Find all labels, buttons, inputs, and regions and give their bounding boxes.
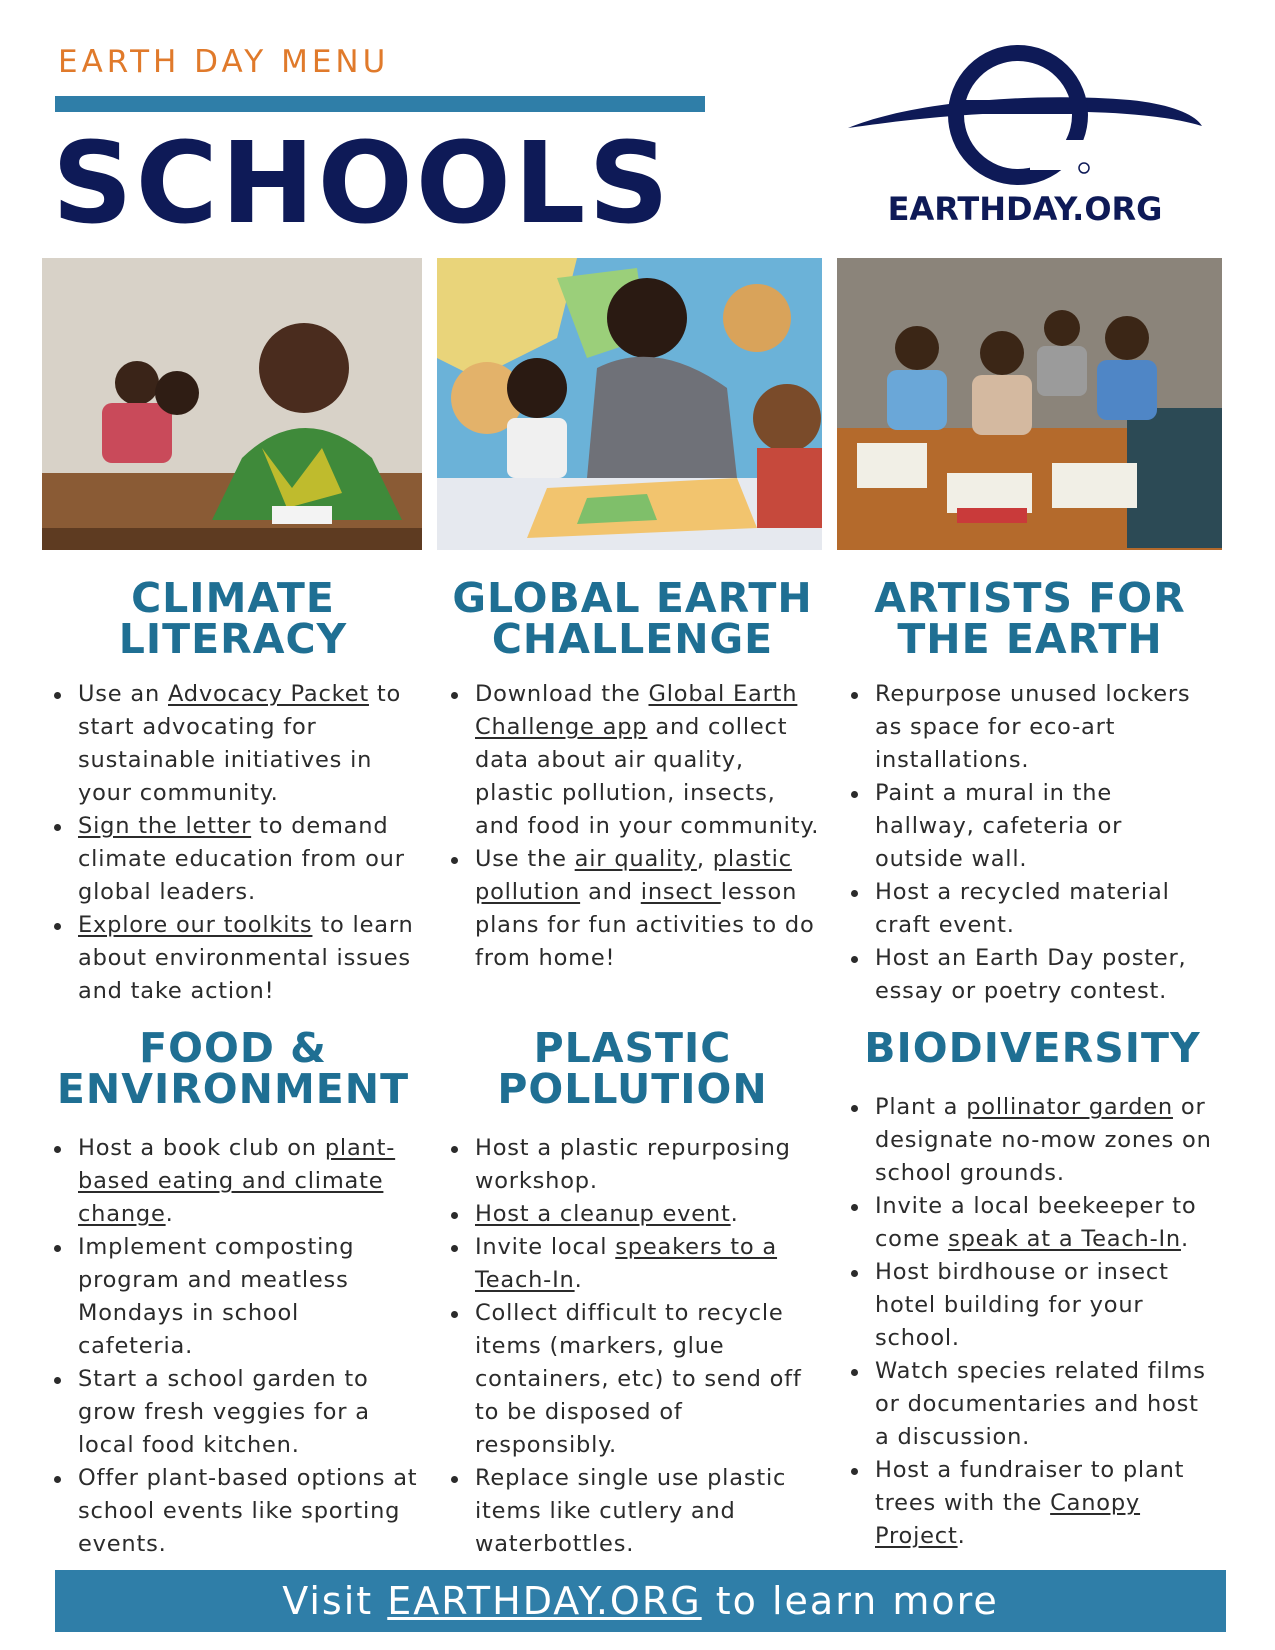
list-item: Host a plastic repurposing workshop. (445, 1132, 820, 1198)
bullet-list (445, 1132, 820, 1561)
heading-line-1: ARTISTS FOR (874, 574, 1186, 622)
heading-line-1: PLASTIC (533, 1024, 732, 1072)
list-item: Start a school garden to grow fresh veggies for a local food kitchen. (48, 1363, 418, 1462)
advocacy-packet-link[interactable]: Advocacy Packet (168, 681, 369, 707)
section-plastic-pollution (445, 1024, 820, 1561)
heading-line-2: POLLUTION (497, 1065, 768, 1113)
speak-teach-in-link[interactable]: speak at a Teach-In (948, 1226, 1181, 1252)
heading-line-1: FOOD & (139, 1024, 327, 1072)
section-global-earth-challenge (445, 574, 820, 975)
explore-toolkits-link[interactable]: Explore our toolkits (78, 912, 313, 938)
section-heading (445, 1024, 820, 1113)
heading-line-1: CLIMATE (131, 574, 335, 622)
header-rule (55, 96, 705, 112)
list-item: Watch species related films or documentaries and host a discussion. (845, 1355, 1220, 1454)
list-item: Implement composting program and meatless Mondays in school cafeteria. (48, 1231, 418, 1363)
global-earth-challenge-app-link[interactable]: Global Earth Challenge app (475, 681, 798, 740)
earthday-org-link[interactable]: EARTHDAY.ORG (387, 1579, 702, 1623)
insect-link[interactable]: insect (640, 879, 721, 905)
photo-girl-writing (42, 258, 422, 550)
list-item: Host an Earth Day poster, essay or poetry contest. (845, 942, 1215, 1008)
photo-teacher-map-icon (437, 258, 822, 550)
list-item: Host a cleanup event. (445, 1198, 820, 1231)
list-item: Host a book club on plant-based eating and climate change. (48, 1132, 418, 1231)
list-item: Replace single use plastic items like cutlery and waterbottles. (445, 1462, 820, 1561)
list-item: Host birdhouse or insect hotel building for your school. (845, 1256, 1220, 1355)
plant-based-eating-link[interactable]: plant-based eating and climate change (78, 1135, 396, 1227)
list-item: Paint a mural in the hallway, cafeteria or outside wall. (845, 777, 1215, 876)
photo-girl-writing-icon (42, 258, 422, 550)
sign-letter-link[interactable]: Sign the letter (78, 813, 252, 839)
section-climate-literacy (48, 574, 418, 1008)
list-item: Repurpose unused lockers as space for eco-art installations. (845, 678, 1215, 777)
heading-line-1: GLOBAL EARTH (452, 574, 813, 622)
list-item: Plant a pollinator garden or designate no-mow zones on school grounds. (845, 1091, 1220, 1190)
air-quality-link[interactable]: air quality (574, 846, 697, 872)
list-item: Explore our toolkits to learn about environmental issues and take action! (48, 909, 418, 1008)
list-item: Collect difficult to recycle items (markers, glue containers, etc) to send off to be disposed of responsibly. (445, 1297, 820, 1462)
earth-e-logo-icon (840, 30, 1210, 190)
section-heading (845, 574, 1215, 663)
section-heading (48, 574, 418, 663)
menu-kicker: EARTH DAY MENU (58, 44, 390, 80)
heading-line-2: CHALLENGE (491, 615, 774, 663)
pollinator-garden-link[interactable]: pollinator garden (966, 1094, 1173, 1120)
list-item: Sign the letter to demand climate education from our global leaders. (48, 810, 418, 909)
plastic-pollution-link[interactable]: plastic pollution (475, 846, 792, 905)
list-item: Download the Global Earth Challenge app and collect data about air quality, plastic pollution, insects, and food in your community. (445, 678, 820, 843)
footer-banner (55, 1570, 1226, 1632)
bullet-list (445, 678, 820, 975)
photo-children-classroom (837, 258, 1222, 550)
earthday-logo[interactable] (840, 30, 1210, 230)
section-biodiversity (845, 1024, 1220, 1553)
heading-line-2: ENVIRONMENT (56, 1065, 410, 1113)
host-cleanup-event-link[interactable]: Host a cleanup event (475, 1201, 731, 1227)
list-item: Host a recycled material craft event. (845, 876, 1215, 942)
section-heading (445, 574, 820, 663)
footer-text-post: to learn more (701, 1579, 999, 1623)
photo-children-classroom-icon (837, 258, 1222, 550)
section-food-environment (48, 1024, 418, 1561)
footer-text-pre: Visit (282, 1579, 388, 1623)
bullet-list (48, 1132, 418, 1561)
page-title: SCHOOLS (52, 119, 673, 249)
list-item: Use the air quality, plastic pollution and insect lesson plans for fun activities to do from home! (445, 843, 820, 975)
bullet-list (48, 678, 418, 1008)
logo-wordmark: EARTHDAY.ORG (887, 190, 1163, 228)
list-item: Offer plant-based options at school events like sporting events. (48, 1462, 418, 1561)
canopy-project-link[interactable]: Canopy Project (875, 1490, 1141, 1549)
list-item: Host a fundraiser to plant trees with the Canopy Project. (845, 1454, 1220, 1553)
heading-line-1: BIODIVERSITY (864, 1024, 1201, 1072)
photo-teacher-map (437, 258, 822, 550)
heading-line-2: THE EARTH (897, 615, 1163, 663)
section-heading (845, 1024, 1220, 1072)
section-heading (48, 1024, 418, 1113)
speakers-teach-in-link[interactable]: speakers to a Teach-In (475, 1234, 778, 1293)
list-item: Use an Advocacy Packet to start advocating for sustainable initiatives in your community. (48, 678, 418, 810)
bullet-list (845, 1091, 1220, 1553)
section-artists-for-the-earth (845, 574, 1215, 1008)
list-item: Invite a local beekeeper to come speak at a Teach-In. (845, 1190, 1220, 1256)
bullet-list (845, 678, 1215, 1008)
heading-line-2: LITERACY (118, 615, 348, 663)
list-item: Invite local speakers to a Teach-In. (445, 1231, 820, 1297)
